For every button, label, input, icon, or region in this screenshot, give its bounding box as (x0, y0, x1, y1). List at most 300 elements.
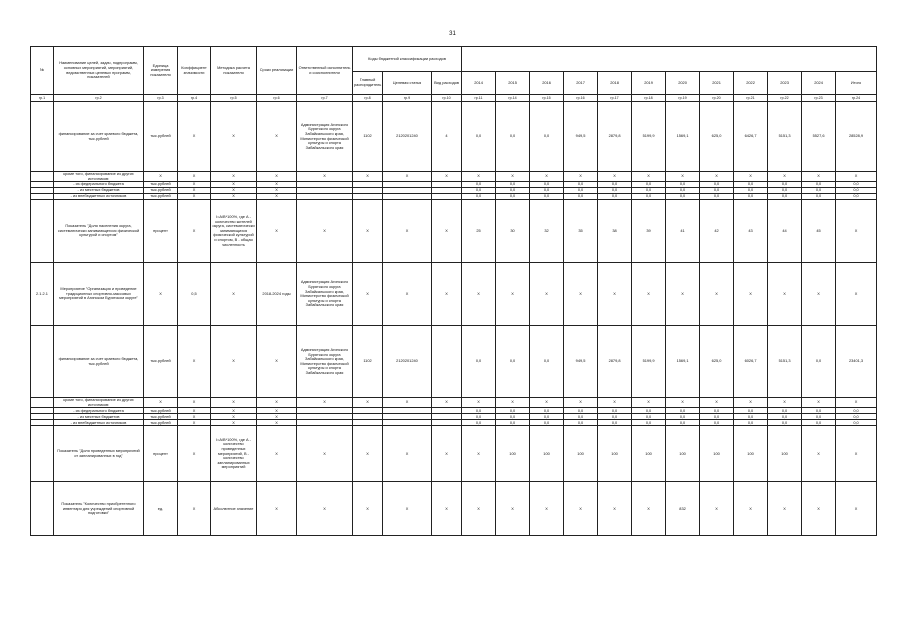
row-year-value: 0,0 (802, 182, 836, 188)
row-number (31, 102, 54, 172)
row-method: I=А/В*100%, где А - количество проведенных мероприятий, В - количество запланированных мероприятий (211, 426, 257, 482)
row-year-value: 0,0 (768, 414, 802, 420)
row-unit: тыс.рублей (144, 414, 178, 420)
row-total: Х (836, 172, 877, 182)
row-name: - из внебюджетных источников (54, 420, 144, 426)
table-row (31, 398, 877, 408)
row-year-value: 0,0 (530, 326, 564, 398)
row-year-value: Х (564, 172, 598, 182)
row-method: Х (211, 172, 257, 182)
row-year-value: 0,0 (496, 182, 530, 188)
row-year-value: 0,0 (530, 414, 564, 420)
row-target-article: 2120201240 (383, 326, 432, 398)
row-year-value: 6426,7 (734, 102, 768, 172)
row-year-value: 0,0 (530, 102, 564, 172)
row-year-value: 100 (564, 426, 598, 482)
row-year-value: 0,0 (734, 420, 768, 426)
program-table (30, 46, 877, 536)
row-year-value: 43 (734, 200, 768, 263)
row-year-value: 0,0 (700, 194, 734, 200)
row-year-value: 0,0 (530, 182, 564, 188)
row-year-value: 0,0 (700, 414, 734, 420)
row-name: - из федерального бюджета (54, 408, 144, 414)
row-deadline: Х (257, 408, 297, 414)
row-year-value: 0,0 (598, 414, 632, 420)
row-number: 2.1.2.1 (31, 263, 54, 326)
row-year-value: 0,0 (598, 188, 632, 194)
row-expense-type: Х (432, 200, 462, 263)
row-unit: Х (144, 172, 178, 182)
row-expense-type (432, 326, 462, 398)
table-body (31, 102, 877, 536)
row-year-value: 0,0 (802, 194, 836, 200)
column-number: гр.21 (734, 95, 768, 102)
row-coef: Х (178, 408, 211, 414)
row-name: - из местных бюджетов (54, 414, 144, 420)
row-coef: Х (178, 420, 211, 426)
row-year-value: Х (632, 398, 666, 408)
row-year-value: 25 (462, 200, 496, 263)
row-year-value: Х (768, 398, 802, 408)
row-year-value: 625,0 (700, 102, 734, 172)
row-year-value: 0,0 (462, 188, 496, 194)
header-years-group (462, 47, 877, 72)
row-year-value: 0,0 (802, 414, 836, 420)
header-year: 2019 (632, 72, 666, 95)
row-year-value: Х (632, 172, 666, 182)
row-deadline: Х (257, 102, 297, 172)
row-unit: Х (144, 263, 178, 326)
row-coef: Х (178, 182, 211, 188)
row-year-value: 32 (530, 200, 564, 263)
row-year-value: Х (598, 172, 632, 182)
header-year: 2015 (496, 72, 530, 95)
row-year-value: 0,0 (530, 408, 564, 414)
row-year-value: 0,0 (530, 188, 564, 194)
header-name: Наименование целей, задач, подпрограмм, основных мероприятий, мероприятий, ведомственных целевых программ, показателей (54, 47, 144, 95)
row-year-value: Х (530, 482, 564, 536)
row-year-value: 0,0 (632, 188, 666, 194)
row-year-value: 38 (598, 200, 632, 263)
row-year-value: Х (734, 263, 768, 326)
row-deadline: Х (257, 426, 297, 482)
row-method: Х (211, 188, 257, 194)
row-year-value: 949,5 (564, 102, 598, 172)
row-name: Показатель "Доля населения округа, систематически занимающегося физической культурой и спортом" (54, 200, 144, 263)
row-total: Х (836, 200, 877, 263)
row-unit: тыс.рублей (144, 194, 178, 200)
row-name: Мероприятие "Организация и проведение традиционных спортивно-массовых мероприятий в Агинском Бурятском округе" (54, 263, 144, 326)
row-name: - из внебюджетных источников (54, 194, 144, 200)
row-unit: тыс.рублей (144, 102, 178, 172)
row-total: 0,0 (836, 420, 877, 426)
row-year-value: Х (598, 398, 632, 408)
column-number: гр.5 (211, 95, 257, 102)
row-year-value: Х (632, 263, 666, 326)
row-year-value: 0,0 (666, 182, 700, 188)
header-unit: Единица измерения показателя (144, 47, 178, 95)
row-number (31, 398, 54, 408)
row-year-value: 0,0 (564, 182, 598, 188)
column-number: гр.23 (802, 95, 836, 102)
row-year-value: 0,0 (496, 102, 530, 172)
row-year-value: 625,0 (700, 326, 734, 398)
table-row (31, 263, 877, 326)
row-coef: Х (178, 414, 211, 420)
row-year-value: 100 (734, 426, 768, 482)
column-number: гр.8 (353, 95, 383, 102)
row-target-article: Х (383, 172, 432, 182)
row-year-value: Х (768, 172, 802, 182)
row-name: финансирование за счет краевого бюджета, тыс.рублей (54, 102, 144, 172)
table-row (31, 172, 877, 182)
column-number: гр.17 (598, 95, 632, 102)
row-year-value: Х (496, 398, 530, 408)
row-deadline: Х (257, 194, 297, 200)
row-year-value: 0,0 (802, 420, 836, 426)
row-year-value: Х (802, 172, 836, 182)
row-executor: Х (297, 398, 353, 408)
row-year-value: Х (666, 172, 700, 182)
row-total: 0,0 (836, 408, 877, 414)
row-target-article: 2120201240 (383, 102, 432, 172)
row-deadline: Х (257, 482, 297, 536)
row-deadline: Х (257, 398, 297, 408)
row-executor: Х (297, 482, 353, 536)
table-row (31, 482, 877, 536)
row-year-value: 30 (496, 200, 530, 263)
row-year-value: 0,0 (666, 194, 700, 200)
row-target-article: Х (383, 482, 432, 536)
row-year-value: Х (632, 482, 666, 536)
row-year-value: 0,0 (700, 408, 734, 414)
header-year: 2021 (700, 72, 734, 95)
row-total: 23401,3 (836, 326, 877, 398)
row-method: Х (211, 414, 257, 420)
table-row (31, 102, 877, 172)
row-year-value: 0,0 (666, 408, 700, 414)
table-row (31, 326, 877, 398)
row-method: Абсолютное значение (211, 482, 257, 536)
row-year-value: Х (734, 398, 768, 408)
column-number: гр.11 (462, 95, 496, 102)
row-year-value: 0,0 (564, 188, 598, 194)
row-coef: Х (178, 326, 211, 398)
row-name: кроме того, финансирование из других источников: (54, 398, 144, 408)
row-year-value: 100 (496, 426, 530, 482)
column-number: гр.18 (632, 95, 666, 102)
column-number: гр.22 (768, 95, 802, 102)
header-total: Итого (836, 72, 877, 95)
row-year-value: 0,0 (666, 420, 700, 426)
row-name: - из местных бюджетов (54, 188, 144, 194)
row-year-value: Х (462, 426, 496, 482)
row-year-value: Х (462, 398, 496, 408)
row-executor: Администрация Агинского Бурятского округа Забайкальского края, Министерство физической культуры и спорта Забайкальского края (297, 263, 353, 326)
row-method: Х (211, 398, 257, 408)
header-year: 2016 (530, 72, 564, 95)
column-number: гр.16 (564, 95, 598, 102)
row-year-value: Х (700, 263, 734, 326)
row-year-value: 0,0 (462, 408, 496, 414)
row-year-value: 0,0 (632, 414, 666, 420)
row-main-manager: Х (353, 200, 383, 263)
row-unit: тыс.рублей (144, 188, 178, 194)
row-method: Х (211, 102, 257, 172)
row-year-value: Х (496, 263, 530, 326)
row-year-value: Х (802, 482, 836, 536)
row-year-value: 0,0 (496, 414, 530, 420)
row-target-article: Х (383, 200, 432, 263)
row-year-value: 0,0 (768, 188, 802, 194)
row-executor: Администрация Агинского Бурятского округа Забайкальского края, Министерство физической культуры и спорта Забайкальского края (297, 102, 353, 172)
row-executor: Х (297, 426, 353, 482)
row-year-value: Х (564, 263, 598, 326)
row-total: 0,0 (836, 414, 877, 420)
row-coef: Х (178, 172, 211, 182)
row-year-value: Х (598, 482, 632, 536)
row-main-manager: 1102 (353, 326, 383, 398)
row-total: Х (836, 398, 877, 408)
row-name: Показатель "Количество приобретенного инвентаря для учреждений спортивной подготовки" (54, 482, 144, 536)
row-year-value: 0,0 (462, 194, 496, 200)
row-method: Х (211, 326, 257, 398)
row-deadline: Х (257, 414, 297, 420)
header-year: 2018 (598, 72, 632, 95)
header-coef: Коэффициент значимости (178, 47, 211, 95)
header-main: Главный распорядитель (353, 72, 383, 95)
row-unit: тыс.рублей (144, 182, 178, 188)
header-year: 2020 (666, 72, 700, 95)
row-year-value: Х (462, 482, 496, 536)
header-year: 2022 (734, 72, 768, 95)
row-coef: 0,5 (178, 263, 211, 326)
row-year-value: 0,0 (666, 414, 700, 420)
row-year-value: 0,0 (564, 408, 598, 414)
row-year-value: 0,0 (734, 414, 768, 420)
row-year-value: 0,0 (462, 420, 496, 426)
row-method: Х (211, 263, 257, 326)
row-year-value: 0,0 (598, 194, 632, 200)
row-year-value: 0,0 (632, 408, 666, 414)
table-row (31, 200, 877, 263)
row-unit: ед. (144, 482, 178, 536)
row-year-value: 5151,3 (768, 102, 802, 172)
row-year-value: 0,0 (768, 420, 802, 426)
row-year-value: Х (462, 263, 496, 326)
row-unit: тыс.рублей (144, 326, 178, 398)
row-year-value: 0,0 (734, 194, 768, 200)
column-number: гр.19 (666, 95, 700, 102)
row-year-value: 0,0 (666, 188, 700, 194)
header-executor: Ответственный исполнитель и соисполнители (297, 47, 353, 95)
row-year-value: Х (462, 172, 496, 182)
row-number (31, 172, 54, 182)
row-year-value: 5199,9 (632, 102, 666, 172)
header-year: 2017 (564, 72, 598, 95)
column-number: гр.7 (297, 95, 353, 102)
column-number: гр.15 (530, 95, 564, 102)
row-deadline: Х (257, 420, 297, 426)
row-coef: Х (178, 102, 211, 172)
row-method: Х (211, 420, 257, 426)
row-expense-type: Х (432, 426, 462, 482)
row-unit: процент (144, 426, 178, 482)
row-method: Х (211, 182, 257, 188)
row-year-value: 6026,7 (734, 326, 768, 398)
row-coef: Х (178, 482, 211, 536)
row-year-value: Х (700, 172, 734, 182)
row-year-value: Х (666, 398, 700, 408)
row-year-value: 0,0 (768, 408, 802, 414)
row-year-value: 100 (700, 426, 734, 482)
row-year-value: 0,0 (598, 420, 632, 426)
row-method: I=А/В*100%, где А - количество жителей округа, систематически занимающихся физической культурой и спортом, В - общая численность (211, 200, 257, 263)
header-year: 2024 (802, 72, 836, 95)
row-method: Х (211, 194, 257, 200)
row-year-value: 2879,8 (598, 102, 632, 172)
row-coef: Х (178, 398, 211, 408)
row-number (31, 482, 54, 536)
row-year-value: 1569,1 (666, 102, 700, 172)
row-expense-type: Х (432, 263, 462, 326)
row-coef: Х (178, 194, 211, 200)
row-expense-type: Х (432, 172, 462, 182)
column-number: гр.6 (257, 95, 297, 102)
row-executor: Х (297, 200, 353, 263)
row-total: Х (836, 426, 877, 482)
header-year: 2014 (462, 72, 496, 95)
row-year-value: 0,0 (632, 182, 666, 188)
row-year-value: 1569,1 (666, 326, 700, 398)
row-total: Х (836, 482, 877, 536)
row-year-value: Х (666, 263, 700, 326)
row-deadline: Х (257, 182, 297, 188)
row-year-value: 832 (666, 482, 700, 536)
row-year-value: 0,0 (700, 182, 734, 188)
row-deadline: Х (257, 188, 297, 194)
row-total: 0,0 (836, 194, 877, 200)
row-deadline: 2018-2024 годы (257, 263, 297, 326)
row-year-value: 949,5 (564, 326, 598, 398)
row-year-value: 45 (802, 200, 836, 263)
row-deadline: Х (257, 200, 297, 263)
row-deadline: Х (257, 326, 297, 398)
row-year-value: 0,0 (734, 408, 768, 414)
row-expense-type: Х (432, 398, 462, 408)
row-year-value: 0,0 (564, 194, 598, 200)
header-method: Методика расчета показателя (211, 47, 257, 95)
row-number (31, 426, 54, 482)
row-year-value: 0,0 (496, 188, 530, 194)
row-year-value: 0,0 (496, 408, 530, 414)
row-year-value: 5151,3 (768, 326, 802, 398)
row-expense-type: Х (432, 482, 462, 536)
column-number: гр.10 (432, 95, 462, 102)
row-year-value: 0,0 (768, 194, 802, 200)
row-year-value: Х (530, 398, 564, 408)
row-year-value: Х (700, 398, 734, 408)
row-year-value: Х (768, 482, 802, 536)
row-year-value: 0,0 (462, 326, 496, 398)
row-year-value: Х (496, 482, 530, 536)
column-number: гр.24 (836, 95, 877, 102)
row-year-value: 0,0 (496, 194, 530, 200)
row-year-value: 0,0 (768, 182, 802, 188)
row-year-value: 100 (666, 426, 700, 482)
header-budget-codes: Коды бюджетной классификации расходов (353, 47, 462, 72)
row-total: 28528,9 (836, 102, 877, 172)
row-year-value: Х (530, 172, 564, 182)
column-number: гр.9 (383, 95, 432, 102)
row-year-value: 0,0 (632, 420, 666, 426)
row-main-manager: Х (353, 398, 383, 408)
row-name: финансирование за счет краевого бюджета, тыс.рублей (54, 326, 144, 398)
row-year-value: Х (802, 426, 836, 482)
column-number: гр.1 (31, 95, 54, 102)
row-main-manager: Х (353, 482, 383, 536)
row-year-value: 0,0 (802, 408, 836, 414)
row-year-value: 41 (666, 200, 700, 263)
table-row (31, 426, 877, 482)
column-number: гр.3 (144, 95, 178, 102)
row-total: Х (836, 263, 877, 326)
header-deadline: Сроки реализации (257, 47, 297, 95)
row-unit: тыс.рублей (144, 420, 178, 426)
row-main-manager: Х (353, 426, 383, 482)
row-year-value: Х (768, 263, 802, 326)
row-year-value: 0,0 (530, 194, 564, 200)
row-number (31, 326, 54, 398)
row-year-value: 0,0 (700, 420, 734, 426)
row-number (31, 200, 54, 263)
row-name: - из федерального бюджета (54, 182, 144, 188)
row-target-article: Х (383, 426, 432, 482)
row-name: кроме того, финансирование из других источников: (54, 172, 144, 182)
row-year-value: 35 (564, 200, 598, 263)
row-unit: процент (144, 200, 178, 263)
row-year-value: 5527,6 (802, 102, 836, 172)
row-unit: тыс.рублей (144, 408, 178, 414)
row-year-value: 0,0 (700, 188, 734, 194)
page-number: 31 (449, 31, 456, 37)
header-year: 2023 (768, 72, 802, 95)
row-year-value: 0,0 (734, 182, 768, 188)
row-name: Показатель "Доля проведенных мероприятий от запланированных в год" (54, 426, 144, 482)
row-executor: Х (297, 172, 353, 182)
row-year-value: 42 (700, 200, 734, 263)
row-year-value: 100 (768, 426, 802, 482)
column-number: гр.14 (496, 95, 530, 102)
row-total: 0,0 (836, 188, 877, 194)
row-year-value: 100 (598, 426, 632, 482)
row-target-article: Х (383, 398, 432, 408)
row-year-value: 0,0 (734, 188, 768, 194)
row-year-value: Х (530, 263, 564, 326)
row-year-value: Х (564, 398, 598, 408)
row-year-value: 0,0 (496, 326, 530, 398)
column-numbers-row (31, 95, 877, 102)
row-executor: Администрация Агинского Бурятского округа Забайкальского края, Министерство физической культуры и спорта Забайкальского края (297, 326, 353, 398)
row-year-value: 5199,9 (632, 326, 666, 398)
row-year-value: 0,0 (530, 420, 564, 426)
row-year-value: 0,0 (802, 326, 836, 398)
row-main-manager: Х (353, 172, 383, 182)
row-year-value: 0,0 (462, 102, 496, 172)
row-year-value: 2879,8 (598, 326, 632, 398)
row-year-value: 0,0 (564, 414, 598, 420)
header-no: № (31, 47, 54, 95)
